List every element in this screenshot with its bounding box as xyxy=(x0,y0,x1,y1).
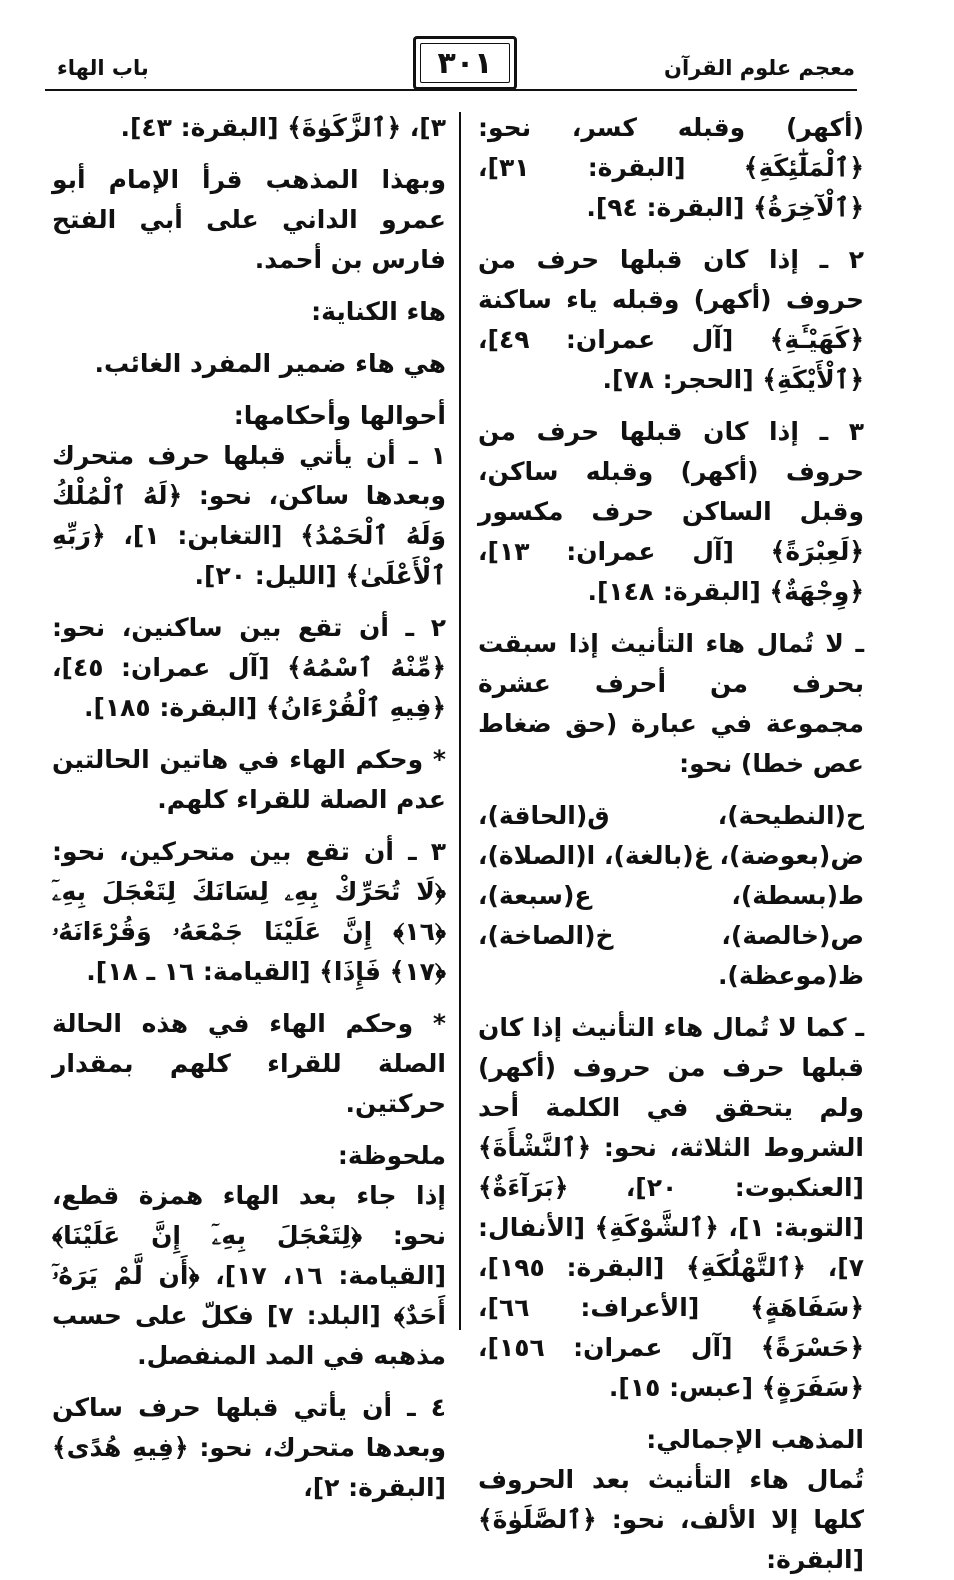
paragraph: * وحكم الهاء في هذه الحالة الصلة للقراء كلهم بمقدار حركتين. xyxy=(52,1009,446,1118)
paragraph: ـ كما لا تُمال هاء التأنيث إذا كان قبلها حرف من حروف (أكهر) ولم يتحقق في الكلمة أحد الشروط الثلاثة، نحو: ﴿ٱلنَّشْأَةَ﴾ [العنكبوت: ٢٠]، ﴿بَرَآءَةٌ﴾ [التوبة: ١]، ﴿ٱلشَّوْكَةِ﴾ [الأنفال: ٧]، ﴿ٱلتَّهْلُكَةِ﴾ [البقرة: ١٩٥]، ﴿سَفَاهَةٍ﴾ [الأعراف: ٦٦]، ﴿حَسْرَةً﴾ [آل عمران: ١٥٦]، ﴿سَفَرَةٍ﴾ [عبس: ١٥]. xyxy=(478,1013,864,1402)
paragraph: ٢ ـ أن تقع بين ساكنين، نحو: ﴿مِّنْهُ ٱسْمُهُ﴾ [آل عمران: ٤٥]، ﴿فِيهِ ٱلْقُرْءَانُ﴾ [البقرة: ١٨٥]. xyxy=(52,613,446,722)
page-header xyxy=(45,30,857,92)
right-column xyxy=(478,108,864,1580)
paragraph: ١ ـ أن يأتي قبلها حرف متحرك وبعدها ساكن، نحو: ﴿لَهُ ٱلْمُلْكُ وَلَهُ ٱلْحَمْدُ﴾ [التغابن: ١]، ﴿رَبِّهِ ٱلْأَعْلَىٰ﴾ [الليل: ٢٠]. xyxy=(52,441,446,590)
section-heading: ملحوظة: xyxy=(337,1141,446,1170)
section-heading: أحوالها وأحكامها: xyxy=(233,401,446,430)
paragraph: إذا جاء بعد الهاء همزة قطع، نحو: ﴿لِتَعْجَلَ بِهِۦٓ إِنَّ عَلَيْنَا﴾ [القيامة: ١٦، ١٧]، ﴿أَن لَّمْ يَرَهُۥٓ أَحَدٌ﴾ [البلد: ٧] فكلّ على حسب مذهبه في المد المنفصل. xyxy=(52,1181,446,1370)
page-number: ٣٠١ xyxy=(420,43,510,83)
paragraph: ٣ ـ إذا كان قبلها حرف من حروف (أكهر) وقبله ساكن، وقبل الساكن حرف مكسور ﴿لَعِبْرَةً﴾ [آل عمران: ١٣]، ﴿وِجْهَةٌ﴾ [البقرة: ١٤٨]. xyxy=(478,417,864,606)
section-heading: هاء الكناية: xyxy=(311,297,446,326)
section-heading: المذهب الإجمالي: xyxy=(646,1425,864,1454)
book-title: معجم علوم القرآن xyxy=(664,56,855,80)
paragraph: ـ لا تُمال هاء التأنيث إذا سبقت بحرف من أحرف عشرة مجموعة في عبارة (حق ضغاط عص خطا) نحو: xyxy=(478,629,864,778)
paragraph: (أكهر) وقبله كسر، نحو: ﴿ٱلْمَلَٰٓئِكَةِ﴾ [البقرة: ٣١]، ﴿ٱلْآخِرَةُ﴾ [البقرة: ٩٤]. xyxy=(478,113,864,222)
paragraph: ح(النطيحة)، ق(الحاقة)، ض(بعوضة)، غ(بالغة)، ا(الصلاة)، ط(بسطة)، ع(سبعة)، ص(خالصة)، خ(الصاخة)، ظ(موعظة). xyxy=(478,801,864,990)
paragraph: هي هاء ضمير المفرد الغائب. xyxy=(94,349,446,378)
paragraph: ٣]، ﴿ٱلزَّكَوٰةَ﴾ [البقرة: ٤٣]. xyxy=(120,113,446,142)
chapter-title: باب الهاء xyxy=(57,56,149,80)
paragraph: وبهذا المذهب قرأ الإمام أبو عمرو الداني على أبي الفتح فارس بن أحمد. xyxy=(52,165,446,274)
paragraph: * وحكم الهاء في هاتين الحالتين عدم الصلة للقراء كلهم. xyxy=(52,745,446,814)
paragraph: ٣ ـ أن تقع بين متحركين، نحو: ﴿لَا تُحَرِّكْ بِهِۦ لِسَانَكَ لِتَعْجَلَ بِهِۦٓ ﴿١٦﴾ إِنَّ عَلَيْنَا جَمْعَهُۥ وَقُرْءَانَهُۥ ﴿١٧﴾ فَإِذَا﴾ [القيامة: ١٦ ـ ١٨]. xyxy=(52,837,446,986)
column-divider xyxy=(459,112,461,1330)
paragraph: ٢ ـ إذا كان قبلها حرف من حروف (أكهر) وقبله ياء ساكنة ﴿كَهَيْـَٔةِ﴾ [آل عمران: ٤٩]، ﴿ٱلْأَيْكَةِ﴾ [الحجر: ٧٨]. xyxy=(478,245,864,394)
left-column xyxy=(52,108,446,1508)
paragraph: ٤ ـ أن يأتي قبلها حرف ساكن وبعدها متحرك، نحو: ﴿فِيهِ هُدًى﴾ [البقرة: ٢]، xyxy=(52,1393,446,1502)
paragraph: تُمال هاء التأنيث بعد الحروف كلها إلا الألف، نحو: ﴿ٱلصَّلَوٰةَ﴾ [البقرة: xyxy=(478,1465,864,1574)
page-number-frame xyxy=(413,36,517,90)
header-rule xyxy=(45,89,857,91)
